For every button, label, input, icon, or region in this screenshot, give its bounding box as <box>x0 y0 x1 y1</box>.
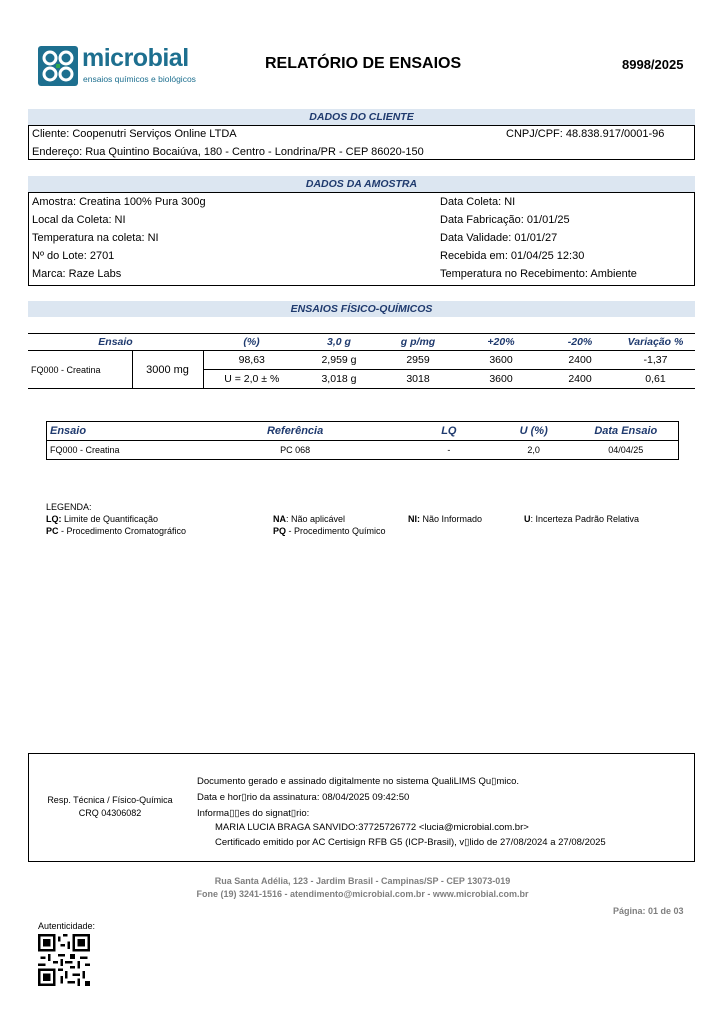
report-number: 8998/2025 <box>622 57 684 72</box>
legend-text: Não Informado <box>420 514 483 524</box>
legend-text: Limite de Quantificação <box>61 514 159 524</box>
table-cell: 3018 <box>406 373 430 385</box>
signature-box <box>28 753 695 862</box>
signature-line: Informa▯▯es do signat▯rio: <box>197 808 310 819</box>
sample-box <box>28 192 695 286</box>
table-cell: 2400 <box>544 351 616 370</box>
table-cell: FQ000 - Creatina <box>50 445 120 455</box>
dose-cell: 3000 mg <box>132 351 203 389</box>
responsible-title: Resp. Técnica / Físico-Química <box>47 795 173 805</box>
summary-header-row <box>47 422 679 441</box>
signature-line: MARIA LUCIA BRAGA SANVIDO:37725726772 <lucia@microbial.com.br> <box>215 822 529 833</box>
col-variation: Variação % <box>616 334 695 351</box>
sample-brand: Marca: Raze Labs <box>32 268 122 280</box>
signature-line: Documento gerado e assinado digitalmente no sistema QualiLIMS Qu▯mico. <box>197 776 520 787</box>
legend-text: : Não aplicável <box>286 514 346 524</box>
qr-code-icon <box>38 934 90 986</box>
logo-wordmark: microbial <box>82 44 189 72</box>
table-cell: 2959 <box>378 351 458 370</box>
client-cnpj: CNPJ/CPF: 48.838.917/0001-96 <box>506 128 665 140</box>
table-cell: 2,959 g <box>300 351 378 370</box>
physchem-header-row <box>28 334 695 351</box>
sample-section-title: DADOS DA AMOSTRA <box>28 176 695 192</box>
table-cell: PC 068 <box>280 445 311 455</box>
col-ensaio: Ensaio <box>47 422 187 441</box>
col-reference: Referência <box>186 422 404 441</box>
physchem-table <box>28 333 695 389</box>
table-row <box>28 351 695 370</box>
col-gpmg: g p/mg <box>378 334 458 351</box>
summary-table <box>46 421 679 460</box>
table-cell: -1,37 <box>616 351 695 370</box>
legend-item <box>408 514 482 524</box>
table-row <box>47 441 679 460</box>
footer-address: Rua Santa Adélia, 123 - Jardim Brasil - Campinas/SP - CEP 13073-019 <box>214 876 511 886</box>
table-cell: 98,63 <box>203 351 300 370</box>
col-uncertainty: U (%) <box>494 422 574 441</box>
legend-item <box>273 526 386 536</box>
table-cell: - <box>447 445 451 455</box>
sample-received-temp: Temperatura no Recebimento: Ambiente <box>440 268 637 280</box>
sample-collection-place: Local da Coleta: NI <box>32 214 126 226</box>
table-cell: 0,61 <box>645 373 666 385</box>
microbial-logo-icon <box>38 46 78 86</box>
client-address: Endereço: Rua Quintino Bocaiúva, 180 - Centro - Londrina/PR - CEP 86020-150 <box>32 146 424 158</box>
sample-expiry-date: Data Validade: 01/01/27 <box>440 232 558 244</box>
table-cell: 3,018 g <box>321 373 357 385</box>
client-name: Cliente: Coopenutri Serviços Online LTDA <box>32 128 237 140</box>
col-3g: 3,0 g <box>300 334 378 351</box>
table-cell: 2,0 <box>527 445 540 455</box>
sample-product: Amostra: Creatina 100% Pura 300g <box>32 196 206 208</box>
company-logo <box>38 44 208 88</box>
logo-tagline: ensaios químicos e biológicos <box>83 74 196 84</box>
table-cell: U = 2,0 ± % <box>224 373 280 385</box>
signature-line: Certificado emitido por AC Certisign RFB G5 (ICP-Brasil), v▯lido de 27/08/2024 a 27/08/2025 <box>215 837 606 848</box>
table-cell: 3600 <box>489 373 513 385</box>
sample-received: Recebida em: 01/04/25 12:30 <box>440 250 585 262</box>
legend-text: : Incerteza Padrão Relativa <box>530 514 640 524</box>
signature-line: Data e hor▯rio da assinatura: 08/04/2025 09:42:50 <box>197 792 410 803</box>
legend-key: PQ <box>273 526 287 536</box>
legend-title: LEGENDA: <box>46 502 92 512</box>
physchem-section-title: ENSAIOS FÍSICO-QUÍMICOS <box>28 301 695 317</box>
table-cell: 2400 <box>568 373 592 385</box>
client-box <box>28 125 695 160</box>
page-title: RELATÓRIO DE ENSAIOS <box>265 55 462 72</box>
col-ensaio: Ensaio <box>28 334 203 351</box>
legend-text: - Procedimento Cromatográfico <box>58 526 187 536</box>
table-cell: 04/04/25 <box>608 445 644 455</box>
col-lq: LQ <box>404 422 494 441</box>
responsible-crq: CRQ 04306082 <box>78 808 142 818</box>
legend-key: PC <box>46 526 59 536</box>
table-cell: 3600 <box>458 351 544 370</box>
legend-item <box>524 514 639 524</box>
sample-manufacture-date: Data Fabricação: 01/01/25 <box>440 214 570 226</box>
legend-item <box>46 526 186 536</box>
legend-key: LQ: <box>46 514 62 524</box>
col-plus20: +20% <box>458 334 544 351</box>
legend-text: - Procedimento Químico <box>286 526 386 536</box>
col-minus20: -20% <box>544 334 616 351</box>
col-percent: (%) <box>203 334 300 351</box>
legend-key: NA <box>273 514 286 524</box>
sample-lot: Nº do Lote: 2701 <box>32 250 115 262</box>
footer-contact: Fone (19) 3241-1516 - atendimento@microbial.com.br - www.microbial.com.br <box>196 889 529 899</box>
sample-collection-temp: Temperatura na coleta: NI <box>32 232 159 244</box>
authenticity-label: Autenticidade: <box>38 921 96 931</box>
legend-key: NI: <box>408 514 420 524</box>
test-name-cell: FQ000 - Creatina <box>28 351 132 389</box>
col-test-date: Data Ensaio <box>574 422 679 441</box>
page-number: Página: 01 de 03 <box>613 906 684 916</box>
client-section-title: DADOS DO CLIENTE <box>28 109 695 125</box>
legend-item <box>273 514 345 524</box>
sample-collection-date: Data Coleta: NI <box>440 196 516 208</box>
legend-key: U <box>524 514 531 524</box>
legend-item <box>46 514 158 524</box>
